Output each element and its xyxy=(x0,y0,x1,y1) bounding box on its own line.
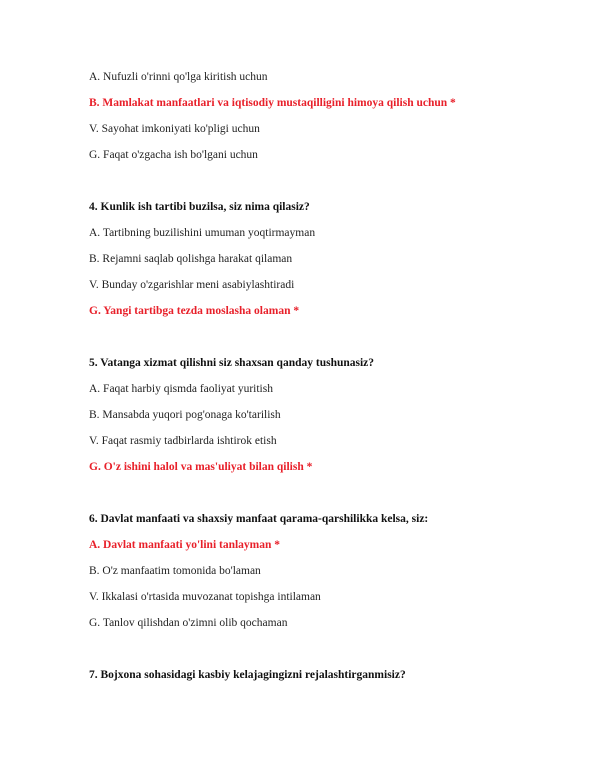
correct-answer-option: A. Davlat manfaati yo'lini tanlayman * xyxy=(89,539,281,551)
question-heading: 7. Bojxona sohasidagi kasbiy kelajagingizni rejalashtirganmisiz? xyxy=(89,669,406,681)
answer-option: A. Tartibning buzilishini umuman yoqtirmayman xyxy=(89,227,316,239)
question-heading: 4. Kunlik ish tartibi buzilsa, siz nima qilasiz? xyxy=(89,201,310,213)
answer-option: V. Bunday o'zgarishlar meni asabiylashtiradi xyxy=(89,279,295,291)
question-heading: 6. Davlat manfaati va shaxsiy manfaat qarama-qarshilikka kelsa, siz: xyxy=(89,513,429,525)
answer-option: A. Nufuzli o'rinni qo'lga kiritish uchun xyxy=(89,71,268,83)
correct-answer-option: B. Mamlakat manfaatlari va iqtisodiy mustaqilligini himoya qilish uchun * xyxy=(89,97,456,109)
answer-option: V. Ikkalasi o'rtasida muvozanat topishga intilaman xyxy=(89,591,321,603)
correct-answer-option: G. Yangi tartibga tezda moslasha olaman * xyxy=(89,305,300,317)
answer-option: B. Rejamni saqlab qolishga harakat qilaman xyxy=(89,253,293,265)
answer-option: G. Faqat o'zgacha ish bo'lgani uchun xyxy=(89,149,258,161)
correct-answer-option: G. O'z ishini halol va mas'uliyat bilan qilish * xyxy=(89,461,313,473)
answer-option: A. Faqat harbiy qismda faoliyat yuritish xyxy=(89,383,273,395)
answer-option: V. Sayohat imkoniyati ko'pligi uchun xyxy=(89,123,260,135)
answer-option: G. Tanlov qilishdan o'zimni olib qochaman xyxy=(89,617,288,629)
question-heading: 5. Vatanga xizmat qilishni siz shaxsan qanday tushunasiz? xyxy=(89,357,375,369)
answer-option: V. Faqat rasmiy tadbirlarda ishtirok etish xyxy=(89,435,277,447)
answer-option: B. O'z manfaatim tomonida bo'laman xyxy=(89,565,261,577)
answer-option: B. Mansabda yuqori pog'onaga ko'tarilish xyxy=(89,409,281,421)
